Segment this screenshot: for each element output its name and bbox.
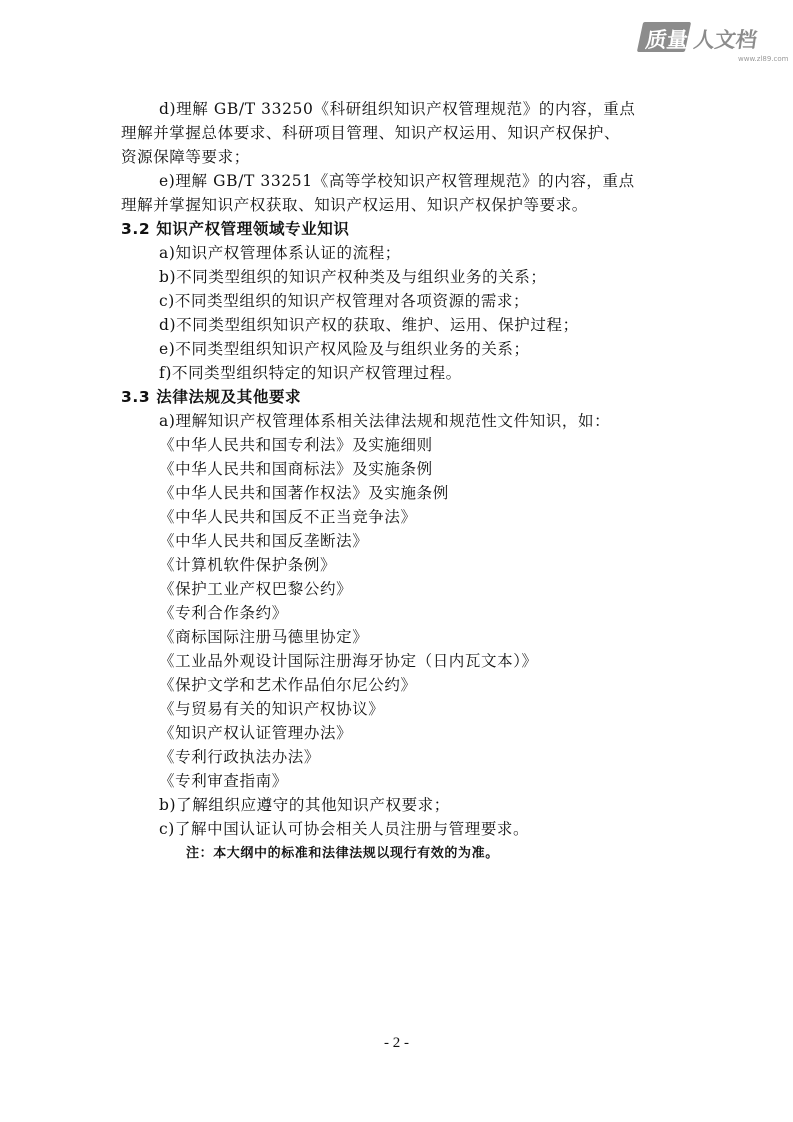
item-d-line-3: 资源保障等要求； bbox=[121, 148, 250, 166]
law-item: 《中华人民共和国反不正当竞争法》 bbox=[159, 508, 417, 526]
watermark-url: www.zl89.com bbox=[738, 55, 789, 63]
section-3-3-item-c: c)了解中国认证认可协会相关人员注册与管理要求。 bbox=[159, 820, 530, 838]
item-d-line-2: 理解并掌握总体要求、科研项目管理、知识产权运用、知识产权保护、 bbox=[121, 124, 621, 142]
section-3-2-item-e: e)不同类型组织知识产权风险及与组织业务的关系； bbox=[159, 340, 530, 358]
law-item: 《中华人民共和国专利法》及实施细则 bbox=[159, 436, 433, 454]
section-3-2-item-b: b)不同类型组织的知识产权种类及与组织业务的关系； bbox=[159, 268, 547, 286]
law-item: 《计算机软件保护条例》 bbox=[159, 556, 337, 574]
brand-watermark bbox=[640, 22, 789, 70]
law-item: 《专利合作条约》 bbox=[159, 604, 288, 622]
law-item: 《保护文学和艺术作品伯尔尼公约》 bbox=[159, 676, 417, 694]
section-3-3-item-a: a)理解知识产权管理体系相关法律法规和规范性文件知识，如： bbox=[159, 412, 611, 430]
item-e-line-1: e)理解 GB/T 33251《高等学校知识产权管理规范》的内容，重点 bbox=[159, 172, 635, 190]
section-3-2-item-a: a)知识产权管理体系认证的流程； bbox=[159, 244, 401, 262]
item-e-line-2: 理解并掌握知识产权获取、知识产权运用、知识产权保护等要求。 bbox=[121, 196, 588, 214]
outline-note: 注：本大纲中的标准和法律法规以现行有效的为准。 bbox=[186, 846, 499, 861]
law-item: 《商标国际注册马德里协定》 bbox=[159, 628, 369, 646]
law-item: 《中华人民共和国反垄断法》 bbox=[159, 532, 369, 550]
section-3-2-item-f: f)不同类型组织特定的知识产权管理过程。 bbox=[159, 364, 462, 382]
law-item: 《中华人民共和国著作权法》及实施条例 bbox=[159, 484, 449, 502]
page-number: - 2 - bbox=[384, 1035, 409, 1051]
law-item: 《专利行政执法办法》 bbox=[159, 748, 321, 766]
law-item: 《知识产权认证管理办法》 bbox=[159, 724, 353, 742]
law-item: 《专利审查指南》 bbox=[159, 772, 288, 790]
law-item: 《保护工业产权巴黎公约》 bbox=[159, 580, 353, 598]
item-d-line-1: d)理解 GB/T 33250《科研组织知识产权管理规范》的内容，重点 bbox=[159, 100, 636, 118]
law-item: 《工业品外观设计国际注册海牙协定（日内瓦文本）》 bbox=[159, 652, 538, 670]
section-3-2-item-d: d)不同类型组织知识产权的获取、维护、运用、保护过程； bbox=[159, 316, 579, 334]
law-item: 《与贸易有关的知识产权协议》 bbox=[159, 700, 385, 718]
watermark-brand-text: 人文档 bbox=[692, 28, 759, 52]
section-3-2-heading: 3.2 知识产权管理领域专业知识 bbox=[121, 220, 350, 238]
section-3-3-heading: 3.3 法律法规及其他要求 bbox=[121, 388, 302, 406]
section-3-2-item-c: c)不同类型组织的知识产权管理对各项资源的需求； bbox=[159, 292, 530, 310]
law-item: 《中华人民共和国商标法》及实施条例 bbox=[159, 460, 433, 478]
watermark-brand-box-text: 质量 bbox=[644, 28, 690, 52]
section-3-3-item-b: b)了解组织应遵守的其他知识产权要求； bbox=[159, 796, 450, 814]
